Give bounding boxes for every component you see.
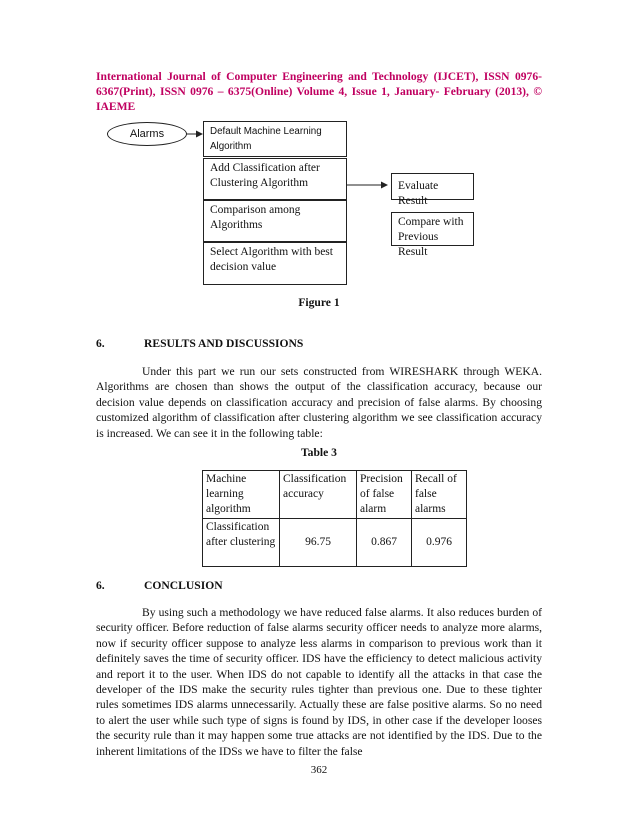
table-caption: Table 3 xyxy=(301,446,337,459)
conclusion-paragraph: By using such a methodology we have reduced false alarms. It also reduces burden of security officer. Before reduction of false alarms security officer needs to analyze more alarms, now if security officer suppose to analyze less alarms in comparison to previous work than it definitely saves the time of security officer. IDS have the efficiency to detect malicious activity and report it to the user. When IDS do not capable to identify all the attacks in that case the developer of the IDS make the security rules tighter than previous one. Due to these tighter rules sometimes IDS alarms unnecessarily. Actually these are false positive alarms. So no need to alert the user while such type of signs is found by IDS, in other case if the developer looses the security rule than it may happen some true attacks are not identified by the IDS. Due to the inherent limitations of the IDSs we have to filter the false xyxy=(96,606,542,758)
results-section-number: 6. xyxy=(96,337,105,350)
evaluate-result-node: Evaluate Result xyxy=(391,173,474,200)
results-section-title: RESULTS AND DISCUSSIONS xyxy=(144,337,304,350)
cell-algorithm: Classification after clustering xyxy=(203,519,280,567)
cell-recall: 0.976 xyxy=(412,519,467,567)
classification-after-clustering-step: Add Classification after Clustering Algorithm xyxy=(203,158,347,200)
alarms-node: Alarms xyxy=(107,122,187,146)
table-header-row xyxy=(203,471,467,519)
results-paragraph: Under this part we run our sets constructed from WIRESHARK through WEKA. Algorithms are chosen than shows the output of the classification accuracy, because our decision value depends on classification accuracy and precision of false alarms. By choosing customized algorithm of classification after clustering algorithm we see classification accuracy is increased. We can see it in the following table: xyxy=(96,365,542,440)
results-heading xyxy=(96,337,303,350)
page-number: 362 xyxy=(310,764,328,776)
conclusion-section-title: CONCLUSION xyxy=(144,579,223,592)
header-accuracy: Classification accuracy xyxy=(280,471,357,519)
results-table xyxy=(202,470,467,567)
journal-header: International Journal of Computer Engineering and Technology (IJCET), ISSN 0976-6367(Print), ISSN 0976 – 6375(Online) Volume 4, Issue 1, January- February (2013), © IAEME xyxy=(96,70,542,113)
header-algorithm: Machine learning algorithm xyxy=(203,471,280,519)
select-best-algorithm-step: Select Algorithm with best decision value xyxy=(203,242,347,285)
compare-previous-result-node: Compare with Previous Result xyxy=(391,212,474,246)
header-recall: Recall of false alarms xyxy=(412,471,467,519)
cell-accuracy: 96.75 xyxy=(280,519,357,567)
cell-precision: 0.867 xyxy=(357,519,412,567)
figure-caption: Figure 1 xyxy=(298,296,340,309)
conclusion-section-number: 6. xyxy=(96,579,105,592)
table-row xyxy=(203,519,467,567)
comparison-step: Comparison among Algorithms xyxy=(203,200,347,242)
header-precision: Precision of false alarm xyxy=(357,471,412,519)
conclusion-heading xyxy=(96,579,223,592)
default-algorithm-step: Default Machine Learning Algorithm xyxy=(203,121,347,157)
